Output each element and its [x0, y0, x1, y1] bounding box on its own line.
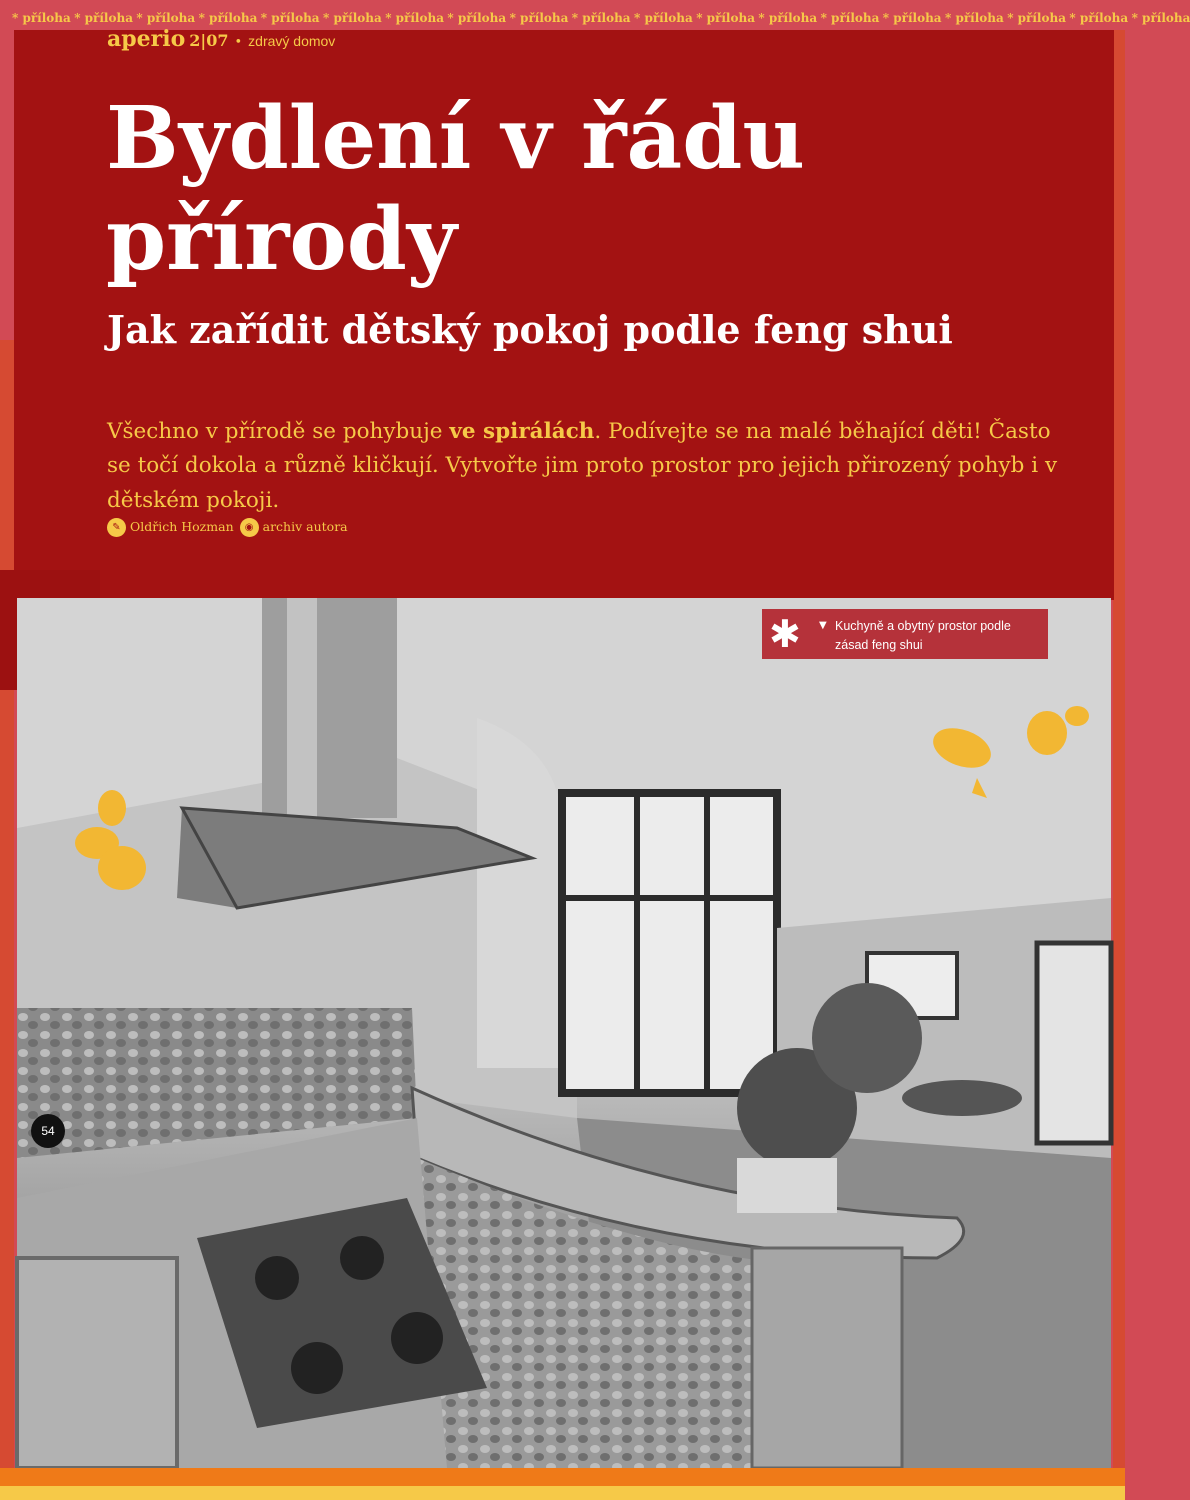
kitchen-photo: [17, 598, 1111, 1468]
page-number: 54: [31, 1114, 65, 1148]
strip-label: * příloha: [758, 11, 818, 25]
issue-number: 2|07: [189, 31, 229, 50]
article-credits: [107, 518, 348, 537]
photo-icon: ◉: [240, 518, 259, 537]
author-name: Oldřich Hozman: [130, 519, 234, 534]
strip-label: * příloha: [136, 11, 196, 25]
article-intro: [107, 415, 1067, 519]
asterisk-icon: ✱: [769, 612, 801, 656]
strip-label: * příloha: [74, 11, 133, 25]
strip-label: * příloha: [1007, 11, 1066, 25]
magazine-brand: aperio: [107, 26, 186, 52]
strip-label: * příloha: [945, 11, 1004, 25]
left-edge-bar: [0, 340, 14, 1500]
right-edge-bar: [1113, 30, 1125, 1500]
kitchen-illustration: [17, 598, 1111, 1468]
strip-label: * příloha: [1131, 11, 1190, 25]
strip-label: * příloha: [447, 11, 507, 25]
intro-text-end: . Podívejte se na malé běhající děti! Často se točí dokola a různě kličkují. Vytvořte jim proto prostor pro jejich přirozený pohyb i v dětském pokoji.: [107, 418, 1058, 514]
strip-label: * příloha: [385, 11, 444, 25]
strip-label: * příloha: [882, 11, 942, 25]
strip-label: * příloha: [323, 11, 382, 25]
strip-label: * příloha: [509, 11, 569, 25]
strip-label: * příloha: [571, 11, 631, 25]
strip-label: * příloha: [634, 11, 693, 25]
photo-source: archiv autora: [262, 519, 348, 534]
header-separator: •: [234, 35, 243, 50]
text-icon: ✎: [107, 518, 126, 537]
photo-caption-box: [762, 609, 1048, 659]
article-title: Bydlení v řádu přírody: [106, 88, 805, 291]
magazine-header: [107, 26, 335, 52]
strip-label: * příloha: [820, 11, 880, 25]
strip-label: * příloha: [12, 11, 71, 25]
intro-emphasis: ve spirálách: [449, 418, 595, 444]
strip-label: * příloha: [696, 11, 755, 25]
photo-caption-text: Kuchyně a obytný prostor podle zásad feng shui: [835, 619, 1011, 652]
intro-text-start: Všechno v přírodě se pohybuje: [107, 418, 450, 444]
strip-label: * příloha: [198, 11, 258, 25]
strip-label: * příloha: [260, 11, 320, 25]
caption-arrow-icon: ▼: [819, 620, 827, 631]
strip-label: * příloha: [1069, 11, 1129, 25]
bottom-bar-yellow: [0, 1486, 1125, 1500]
article-subtitle: Jak zařídit dětský pokoj podle feng shui: [107, 307, 953, 352]
section-name: zdravý domov: [248, 33, 336, 49]
